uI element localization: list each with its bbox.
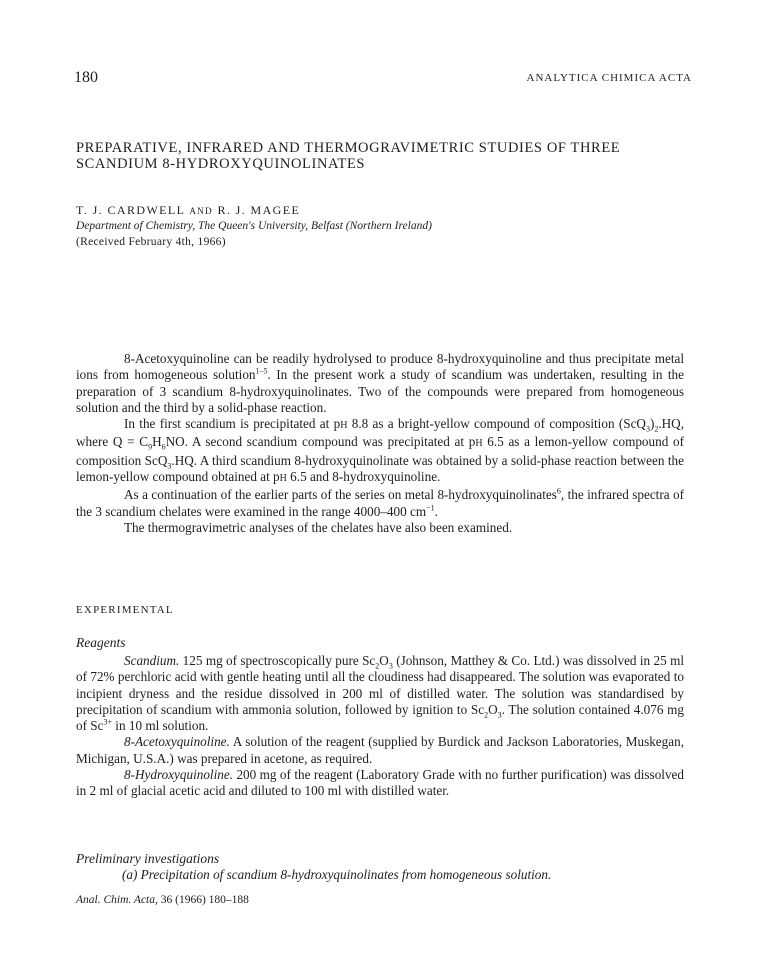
citation-details: 36 (1966) 180–188: [160, 894, 249, 906]
subsection-heading: Reagents: [76, 635, 126, 650]
reagents-text: [76, 653, 684, 800]
article-title: PREPARATIVE, INFRARED AND THERMOGRAVIMETRIC STUDIES OF THREE SCANDIUM 8-HYDROXYQUINOLINATES: [76, 140, 621, 172]
paragraph: 8-Acetoxyquinoline can be readily hydrolysed to produce 8-hydroxyquinoline and thus precipitate metal ions from homogeneous solution$^{1-5}$. In the present work a study of scandium was undertaken, resulting in the preparation of 3 scandium 8-hydroxyquinolinates. Two of the compounds were prepared from homogeneous solution and the third by a solid-phase reaction.: [76, 351, 684, 415]
subsection-heading: Preliminary investigations: [76, 851, 220, 866]
run-in-heading: 8-Hydroxyquinoline.: [124, 767, 234, 783]
sub-subsection-heading: (a) Precipitation of scandium 8-hydroxyquinolinates from homogeneous solution.: [122, 867, 552, 882]
citation-footer: [76, 894, 249, 906]
section-heading: EXPERIMENTAL: [76, 604, 174, 616]
citation-journal: Anal. Chim. Acta,: [76, 894, 158, 906]
affiliation: Department of Chemistry, The Queen's University, Belfast (Northern Ireland): [76, 220, 432, 232]
introduction: [76, 351, 684, 536]
paragraph: 8-Hydroxyquinoline. 200 mg of the reagent (Laboratory Grade with no further purification) was dissolved in 2 ml of glacial acetic acid and diluted to 100 ml with distilled water.: [76, 767, 684, 799]
author-name: R. J. MAGEE: [217, 203, 301, 217]
author-conjunction: AND: [189, 206, 214, 216]
journal-name: ANALYTICA CHIMICA ACTA: [526, 72, 692, 84]
page-number: 180: [74, 69, 98, 86]
paragraph: As a continuation of the earlier parts of the series on metal 8-hydroxyquinolinates$^6$, the infrared spectra of the 3 scandium chelates were examined in the range 4000–400 $cm^{-1}$.: [76, 486, 684, 519]
author-line: [76, 203, 300, 218]
received-date: (Received February 4th, 1966): [76, 236, 226, 248]
paragraph: The thermogravimetric analyses of the chelates have also been examined.: [124, 519, 513, 535]
paragraph: 8-Acetoxyquinoline. A solution of the reagent (supplied by Burdick and Jackson Laboratories, Muskegan, Michigan, U.S.A.) was prepared in acetone, as required.: [76, 734, 684, 766]
author-name: T. J. CARDWELL: [76, 203, 185, 217]
run-in-heading: 8-Acetoxyquinoline.: [124, 734, 230, 750]
paragraph: Scandium. 125 mg of spectroscopically pure $Sc_2O_3$ (Johnson, Matthey & Co. Ltd.) was dissolved in 25 ml of 72% perchloric acid with gentle heating until all the cloudiness had disappeared. The solution was evaporated to incipient dryness and the residue dissolved in 200 ml of distilled water. The solution was standardised by precipitation of scandium with ammonia solution, followed by ignition to $Sc_2O_3$. The solution contained 4.076 mg of $Sc^{3+}$ in 10 ml solution.: [76, 653, 684, 734]
paragraph: In the first scandium is precipitated at pH 8.8 as a bright-yellow compound of composition $(ScQ_3)_2.HQ$, where $Q = C_9H_6NO$. A second scandium compound was precipitated at pH 6.5 as a lemon-yellow compound of composition ScQ$_3$.HQ. A third scandium 8-hydroxyquinolinate was obtained by a solid-phase reaction between the lemon-yellow compound obtained at pH 6.5 and 8-hydroxyquinoline.: [76, 416, 685, 485]
run-in-heading: Scandium.: [124, 653, 180, 668]
